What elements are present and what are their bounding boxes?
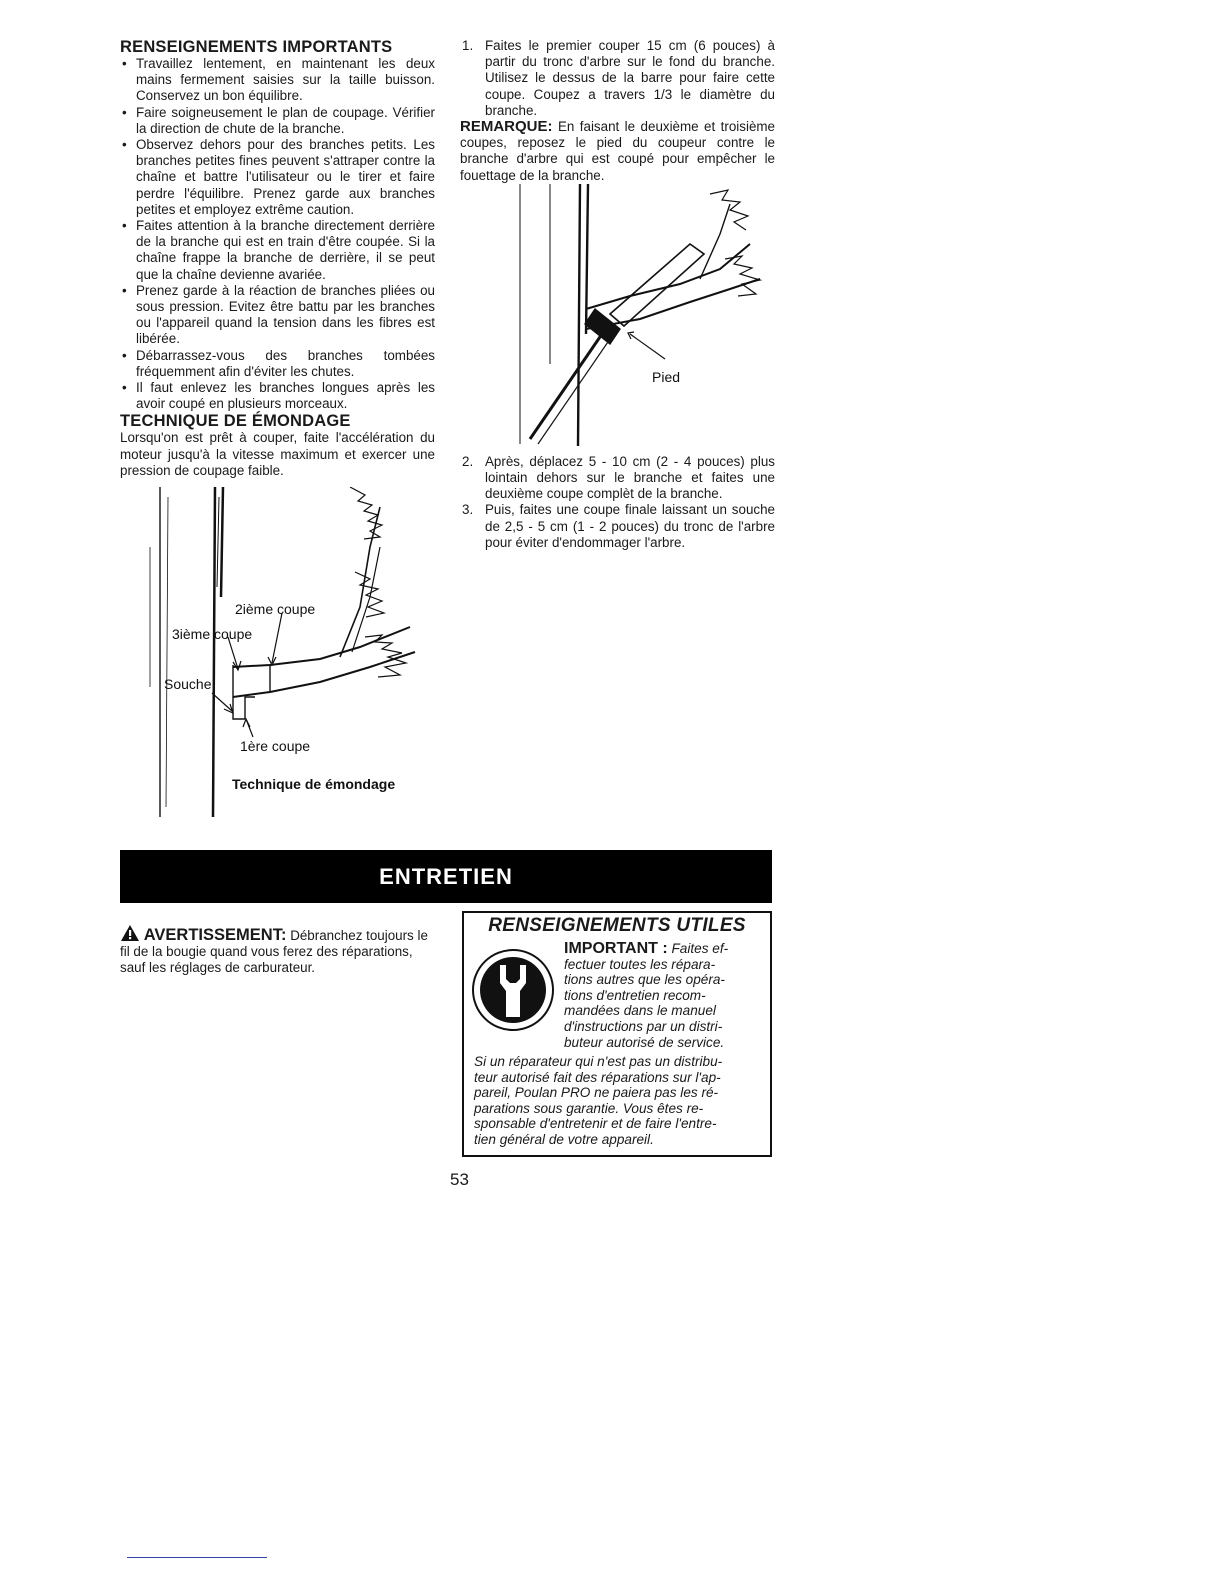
important-line: tions autres que les opéra- — [564, 972, 725, 988]
important-line: tions d'entretien recom- — [564, 987, 706, 1003]
right-column — [460, 38, 775, 551]
bullet-item: • Faites attention à la branche directement derrière de la branche qui est en train d'être coupée. Si la chaîne frappe la branche de derrière, il se peut que la chaîne devienne avariée. — [120, 218, 435, 283]
warning-text: Débranchez toujours le fil de la bougie quand vous ferez des réparations, sauf les réglages de carburateur. — [120, 928, 428, 976]
footer-rule — [127, 1557, 267, 1558]
step-text: Puis, faites une coupe finale laissant un souche de 2,5 - 5 cm (1 - 2 pouces) du tronc de l'arbre pour éviter d'endommager l'arbre. — [485, 502, 775, 550]
remark-text: En faisant le deuxième et troisième coupes, reposez le pied du coupeur contre le branche d'arbre qui est coupé pour empêcher le fouettage de la branche. — [460, 119, 775, 183]
wrench-service-icon — [470, 947, 556, 1033]
maintenance-banner — [120, 850, 772, 903]
warranty-line: pareil, Poulan PRO ne paiera pas les ré- — [474, 1085, 719, 1101]
left-column — [120, 38, 435, 817]
important-line: fectuer toutes les répara- — [564, 956, 716, 972]
cut-steps-list-part2 — [460, 454, 775, 551]
bullet-item: • Il faut enlevez les branches longues après les avoir coupé en plusieurs morceaux. — [120, 380, 435, 412]
infobox-warranty-paragraph — [474, 1054, 764, 1148]
page-number: 53 — [450, 1170, 469, 1189]
label-foot: Pied — [652, 368, 681, 385]
step-number: 2. — [462, 453, 474, 469]
label-first-cut: 1ère coupe — [240, 738, 311, 755]
step-number: 3. — [462, 502, 474, 518]
heading-important-info: RENSEIGNEMENTS IMPORTANTS — [120, 38, 393, 56]
banner-title: ENTRETIEN — [379, 864, 513, 889]
bullet-item: • Travaillez lentement, en maintenant les deux mains fermement saisies sur la taille buisson. Conservez un bon équilibre. — [120, 56, 435, 105]
step-text: Faites le premier couper 15 cm (6 pouces) à partir du tronc d'arbre sur le fond du branche. Utilisez le dessus de la barre pour faire cette coupe. Coupez a travers 1/3 le diamètre du branche. — [485, 38, 775, 118]
label-second-cut: 2ième coupe — [235, 601, 316, 618]
bullet-item: • Faire soigneusement le plan de coupage. Vérifier la direction de chute de la branche. — [120, 105, 435, 137]
bullet-item: • Prenez garde à la réaction de branches pliées ou sous pression. Evitez être battu par les branches ou l'appareil quand la tension dans les fibres est libérée. — [120, 283, 435, 348]
bullet-item: • Observez dehors pour des branches petits. Les branches petites fines peuvent s'attraper contre la chaîne et battre l'utilisateur ou le tirer et faire perdre l'équilibre. Prenez garde aux branches petites et employez extrême caution. — [120, 137, 435, 218]
figure-caption: Technique de émondage — [232, 776, 396, 793]
warning-triangle-icon — [120, 924, 140, 942]
warranty-line: Si un réparateur qui n'est pas un distribu- — [474, 1054, 723, 1069]
technique-paragraph: Lorsqu'on est prêt à couper, faite l'accélération du moteur jusqu'à la vitesse maximum et exercer une pression de coupage faible. — [120, 430, 435, 478]
warranty-line: parations sous garantie. Vous êtes re- — [474, 1100, 704, 1116]
step-item — [460, 454, 775, 503]
pruning-technique-figure — [120, 487, 435, 817]
remark-paragraph — [460, 119, 775, 184]
infobox-important-text — [564, 941, 760, 1050]
warning-heading: AVERTISSEMENT: — [143, 926, 287, 944]
infobox-title: RENSEIGNEMENTS UTILES — [488, 915, 746, 936]
remark-heading: REMARQUE: — [460, 118, 553, 136]
useful-info-box — [462, 911, 772, 1157]
warning-block — [120, 924, 435, 977]
foot-placement-figure — [490, 184, 805, 454]
warranty-line: sponsable d'entretenir et de faire l'entre- — [474, 1116, 717, 1132]
warranty-line: teur autorisé fait des réparations sur l'ap- — [474, 1069, 721, 1085]
step-item — [460, 502, 775, 551]
safety-bullet-list — [120, 56, 435, 412]
important-line: Faites ef- — [671, 941, 729, 956]
warranty-line: tien général de votre appareil. — [474, 1131, 654, 1147]
step-item — [460, 38, 775, 119]
bullet-item: • Débarrassez-vous des branches tombées fréquemment afin d'éviter les chutes. — [120, 348, 435, 380]
important-label: IMPORTANT : — [564, 940, 668, 957]
cut-steps-list-part1 — [460, 38, 775, 119]
important-line: buteur autorisé de service. — [564, 1034, 725, 1050]
label-third-cut: 3ième coupe — [172, 626, 253, 643]
heading-pruning-technique: TECHNIQUE DE ÉMONDAGE — [120, 412, 351, 431]
important-line: mandées dans le manuel — [564, 1003, 716, 1019]
step-number: 1. — [462, 38, 474, 53]
label-stump: Souche — [164, 676, 212, 693]
step-text: Après, déplacez 5 - 10 cm (2 - 4 pouces) plus lointain dehors sur le branche et faites une deuxième coupe complèt de la branche. — [485, 453, 775, 502]
important-line: d'instructions par un distri- — [564, 1018, 723, 1034]
